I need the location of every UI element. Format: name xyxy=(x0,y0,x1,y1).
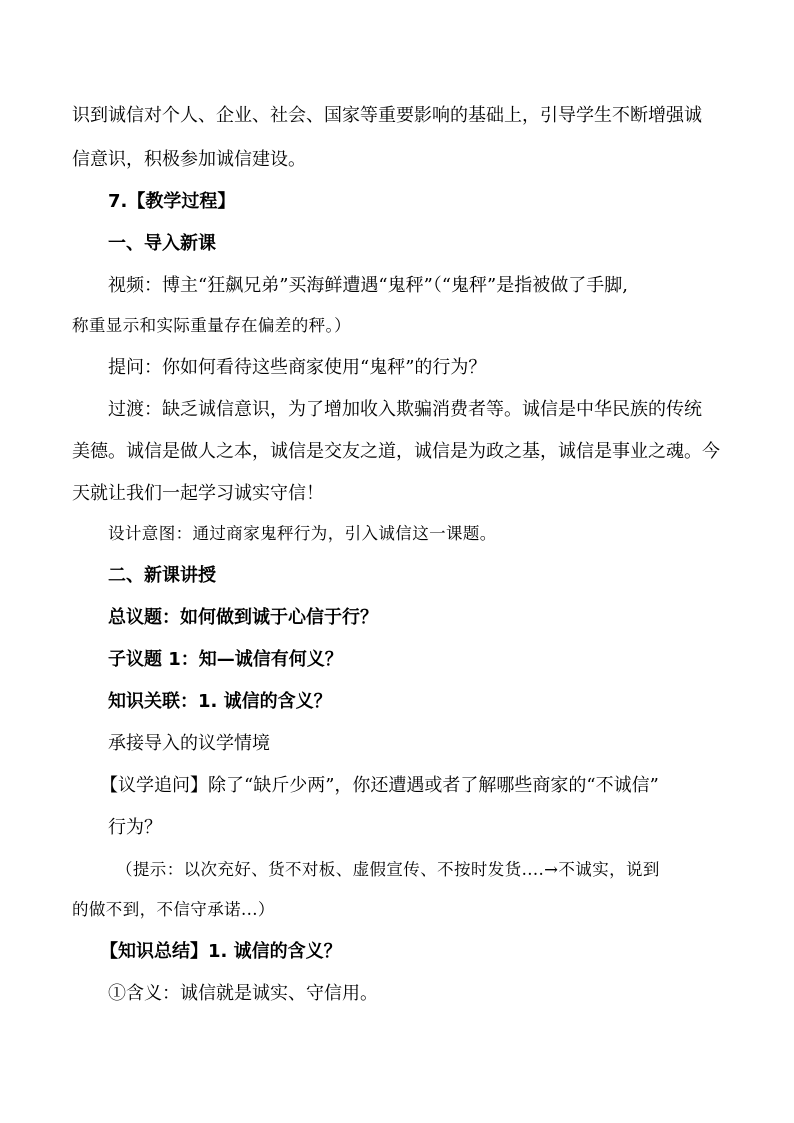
paragraph-line: 信意识，积极参加诚信建设。 xyxy=(72,149,306,170)
topic-heading: 总议题：如何做到诚于心信于行？ xyxy=(108,607,378,628)
subtopic-heading: 子议题 1：知—诚信有何义？ xyxy=(108,649,343,670)
section-heading: 7.【教学过程】 xyxy=(108,191,236,212)
paragraph-line: 【议学追问】除了“缺斤少两”，你还遭遇或者了解哪些商家的“不诚信” xyxy=(100,775,659,796)
paragraph-line: 设计意图：通过商家鬼秤行为，引入诚信这一课题。 xyxy=(108,524,497,543)
paragraph-line: 视频：博主“狂飙兄弟”买海鲜遭遇“鬼秤”（“鬼秤”是指被做了手脚, xyxy=(108,275,628,296)
paragraph-line: 行为？ xyxy=(108,817,162,838)
paragraph-line: 识到诚信对个人、企业、社会、国家等重要影响的基础上，引导学生不断增强诚 xyxy=(72,105,702,126)
hint-line: （提示：以次充好、货不对板、虚假宣传、不按时发货....→不诚实，说到 xyxy=(116,860,660,879)
paragraph-line: 天就让我们一起学习诚实守信！ xyxy=(72,483,324,504)
hint-line: 的做不到，不信守承诺...） xyxy=(72,900,275,919)
summary-heading: 【知识总结】1. 诚信的含义？ xyxy=(100,941,342,962)
paragraph-line: ①含义：诚信就是诚实、守信用。 xyxy=(108,983,378,1004)
paragraph-line: 过渡：缺乏诚信意识，为了增加收入欺骗消费者等。诚信是中华民族的传统 xyxy=(108,399,702,420)
section-heading: 二、新课讲授 xyxy=(108,565,216,586)
paragraph-line: 提问：你如何看待这些商家使用“鬼秤”的行为？ xyxy=(108,357,487,378)
paragraph-line: 称重显示和实际重量存在偏差的秤。） xyxy=(72,316,352,335)
knowledge-heading: 知识关联：1. 诚信的含义？ xyxy=(108,691,332,712)
paragraph-line: 美德。诚信是做人之本，诚信是交友之道，诚信是为政之基，诚信是事业之魂。今 xyxy=(72,441,720,462)
paragraph-line: 承接导入的议学情境 xyxy=(108,733,270,754)
section-heading: 一、导入新课 xyxy=(108,233,216,254)
